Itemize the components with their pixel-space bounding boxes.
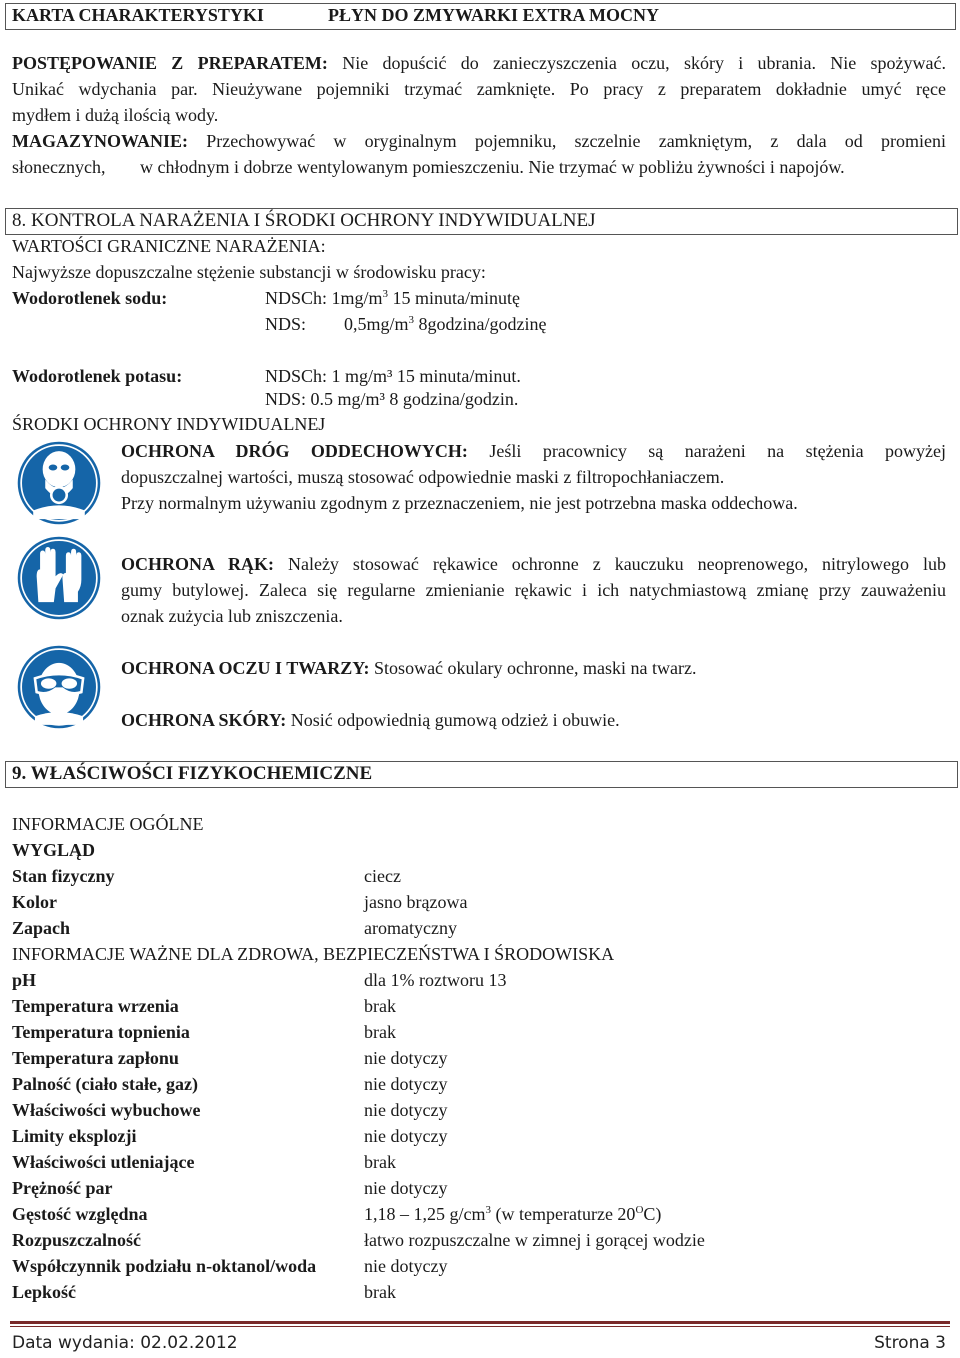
property-value: nie dotyczy	[364, 1048, 448, 1068]
eyes-line	[121, 658, 696, 679]
safety-heading: INFORMACJE WAŻNE DLA ZDROWA, BEZPIECZEŃSTWA I ŚRODOWISKA	[12, 944, 615, 964]
handling-label: POSTĘPOWANIE Z PREPARATEM:	[12, 53, 328, 73]
respiratory-text: Jeśli pracownicy są narażeni na stężenia powyżej	[489, 441, 947, 461]
respiratory-line-3: Przy normalnym używaniu zgodnym z przeznaczeniem, nie jest potrzebna maska oddechowa.	[121, 493, 798, 513]
property-value: nie dotyczy	[364, 1074, 448, 1094]
eyes-label: OCHRONA OCZU I TWARZY:	[121, 658, 370, 678]
handling-line-1	[12, 53, 946, 74]
page-number: Strona 3	[874, 1333, 946, 1353]
density-temp-text: (w temperaturze 20	[491, 1204, 636, 1224]
naoh-ndsch-suffix: 15 minuta/minutę	[388, 288, 521, 308]
property-label: pH	[12, 970, 37, 990]
property-label: Właściwości wybuchowe	[12, 1100, 201, 1120]
property-value: aromatyczny	[364, 918, 457, 938]
skin-line	[121, 710, 620, 731]
hands-line-1	[121, 554, 946, 575]
document-title: KARTA CHARAKTERYSTYKI	[12, 5, 264, 25]
property-label: Lepkość	[12, 1282, 77, 1302]
footer-rule-thick	[10, 1321, 950, 1324]
product-name: PŁYN DO ZMYWARKI EXTRA MOCNY	[328, 5, 660, 25]
naoh-nds-number: 0,5mg/m	[344, 314, 409, 334]
property-label: Współczynnik podziału n-oktanol/woda	[12, 1256, 317, 1276]
koh-label: Wodorotlenek potasu:	[12, 366, 183, 386]
naoh-ndsch-prefix: NDSCh: 1mg/m	[265, 288, 383, 308]
eyes-text: Stosować okulary ochronne, maski na twarz.	[374, 658, 697, 678]
property-value: jasno brązowa	[364, 892, 468, 912]
section-8-title: 8. KONTROLA NARAŻENIA I ŚRODKI OCHRONY INDYWIDUALNEJ	[12, 210, 596, 231]
naoh-nds-value	[344, 314, 546, 335]
density-value	[364, 1204, 661, 1225]
property-value: brak	[364, 1282, 396, 1302]
koh-ndsch: NDSCh: 1 mg/m³ 15 minuta/minut.	[265, 366, 521, 386]
density-unit-end: C)	[643, 1204, 662, 1224]
respiratory-line-2: dopuszczalnej wartości, muszą stosować odpowiednie maski z filtropochłaniaczem.	[121, 467, 725, 487]
hands-line-3: oznak zużycia lub zniszczenia.	[121, 606, 343, 626]
naoh-label: Wodorotlenek sodu:	[12, 288, 168, 308]
skin-label: OCHRONA SKÓRY:	[121, 710, 287, 730]
koh-nds: NDS: 0.5 mg/m³ 8 godzina/godzin.	[265, 389, 519, 409]
property-value: brak	[364, 996, 396, 1016]
limits-intro: Najwyższe dopuszczalne stężenie substancji w środowisku pracy:	[12, 262, 486, 282]
property-value: ciecz	[364, 866, 401, 886]
issue-date: Data wydania: 02.02.2012	[12, 1333, 238, 1353]
storage-text: Przechowywać w oryginalnym pojemniku, szczelnie zamkniętym, z dala od promieni	[206, 131, 946, 151]
protective-gloves-icon	[16, 535, 102, 621]
property-label: Kolor	[12, 892, 57, 912]
safety-goggles-icon	[16, 644, 102, 730]
property-value: dla 1% roztworu 13	[364, 970, 507, 990]
handling-line-3: mydłem i dużą ilością wody.	[12, 105, 219, 125]
property-value: brak	[364, 1152, 396, 1172]
density-range: 1,18 – 1,25 g/cm	[364, 1204, 486, 1224]
section-9-title: 9. WŁAŚCIWOŚCI FIZYKOCHEMICZNE	[12, 763, 373, 784]
limits-heading: WARTOŚCI GRANICZNE NARAŻENIA:	[12, 236, 326, 256]
hands-line-2: gumy butylowej. Zaleca się regularne zmienianie rękawic i ich natychmiastową zmianę przy zauważeniu	[121, 580, 946, 600]
property-label: Właściwości utleniające	[12, 1152, 195, 1172]
hands-text: Należy stosować rękawice ochronne z kauczuku neoprenowego, nitrylowego lub	[287, 554, 947, 574]
naoh-nds-suffix: 8godzina/godzinę	[414, 314, 547, 334]
storage-line-2a: słonecznych,	[12, 157, 106, 177]
property-label: Temperatura wrzenia	[12, 996, 179, 1016]
hands-label: OCHRONA RĄK:	[121, 554, 274, 574]
property-label: Zapach	[12, 918, 71, 938]
property-label: Prężność par	[12, 1178, 113, 1198]
property-value: łatwo rozpuszczalne w zimnej i gorącej wodzie	[364, 1230, 705, 1250]
density-sup: 3	[485, 1204, 491, 1216]
respirator-mask-icon	[16, 440, 102, 526]
property-label: Temperatura topnienia	[12, 1022, 190, 1042]
naoh-nds-label: NDS:	[265, 314, 307, 334]
naoh-ndsch-sup: 3	[382, 288, 389, 300]
footer-rule-thin	[10, 1326, 950, 1327]
property-value: nie dotyczy	[364, 1178, 448, 1198]
property-label: Rozpuszczalność	[12, 1230, 141, 1250]
property-value: nie dotyczy	[364, 1256, 448, 1276]
respiratory-label: OCHRONA DRÓG ODDECHOWYCH:	[121, 441, 468, 461]
property-label: Palność (ciało stałe, gaz)	[12, 1074, 198, 1094]
property-value: nie dotyczy	[364, 1100, 448, 1120]
handling-text: Nie dopuścić do zanieczyszczenia oczu, skóry i ubrania. Nie spożywać.	[342, 53, 946, 73]
property-label: Temperatura zapłonu	[12, 1048, 179, 1068]
respiratory-line-1	[121, 441, 946, 462]
storage-line-1	[12, 131, 946, 152]
ppe-heading: ŚRODKI OCHRONY INDYWIDUALNEJ	[12, 414, 326, 434]
property-value: brak	[364, 1022, 396, 1042]
degree-sup: O	[635, 1204, 644, 1216]
storage-label: MAGAZYNOWANIE:	[12, 131, 189, 151]
skin-text: Nosić odpowiednią gumową odzież i obuwie.	[290, 710, 620, 730]
density-label: Gęstość względna	[12, 1204, 148, 1224]
naoh-ndsch	[265, 288, 520, 309]
property-label: Limity eksplozji	[12, 1126, 137, 1146]
property-value: nie dotyczy	[364, 1126, 448, 1146]
handling-line-2: Unikać wdychania par. Nieużywane pojemniki trzymać zamknięte. Po pracy z preparatem dokładnie umyć ręce	[12, 79, 946, 99]
appearance-heading: WYGLĄD	[12, 840, 96, 860]
storage-line-2b: w chłodnym i dobrze wentylowanym pomieszczeniu. Nie trzymać w pobliżu żywności i napojów.	[140, 157, 845, 177]
naoh-nds-sup: 3	[408, 314, 415, 326]
general-heading: INFORMACJE OGÓLNE	[12, 814, 204, 834]
property-label: Stan fizyczny	[12, 866, 115, 886]
